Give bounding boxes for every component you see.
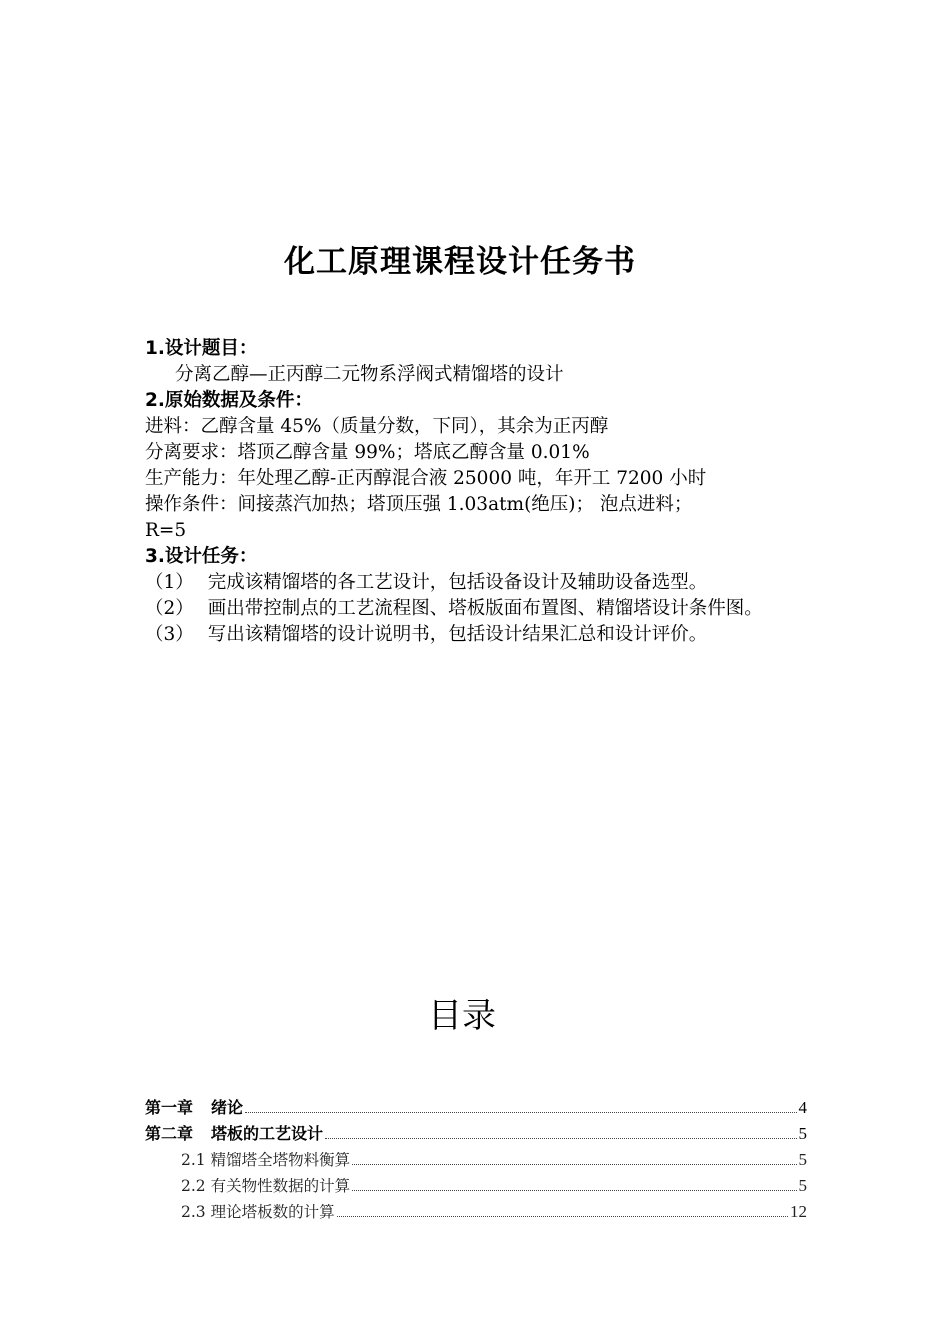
toc-leader: [352, 1164, 796, 1165]
toc-page-number: 5: [798, 1176, 807, 1195]
toc-entry-chapter-1[interactable]: [145, 1092, 807, 1118]
toc-leader: [337, 1216, 788, 1217]
toc-entry-2-3[interactable]: [145, 1196, 807, 1222]
toc-leader: [325, 1138, 796, 1139]
toc-entry-label: 2.1 精馏塔全塔物料衡算: [181, 1151, 351, 1169]
reflux-ratio: R=5: [145, 520, 187, 541]
toc-entry-label: 绪论: [211, 1098, 244, 1117]
task-content: [145, 336, 815, 648]
section-1-heading: 1.设计题目：: [145, 338, 258, 359]
task-item-text: 画出带控制点的工艺流程图、塔板版面布置图、精馏塔设计条件图。: [207, 598, 763, 619]
task-item-3: [145, 622, 815, 648]
toc-leader: [245, 1112, 796, 1113]
task-item-1: [145, 570, 815, 596]
toc-entry-label: 2.3 理论塔板数的计算: [181, 1203, 335, 1221]
toc-entry-label: 2.2 有关物性数据的计算: [181, 1177, 351, 1195]
toc-entry-2-1[interactable]: [145, 1144, 807, 1170]
separation-requirement: 分离要求：塔顶乙醇含量 99%；塔底乙醇含量 0.01%: [145, 442, 590, 463]
section-2-heading: 2.原始数据及条件：: [145, 390, 313, 411]
task-item-number: （1）: [145, 572, 194, 593]
task-item-2: [145, 596, 815, 622]
toc-entry-chapter-2[interactable]: [145, 1118, 807, 1144]
production-capacity: 生产能力：年处理乙醇-正丙醇混合液 25000 吨，年开工 7200 小时: [145, 468, 707, 489]
section-3-heading: 3.设计任务：: [145, 546, 258, 567]
toc-chapter-number: 第一章: [145, 1098, 194, 1117]
toc-page-number: 5: [798, 1150, 807, 1169]
toc-chapter-number: 第二章: [145, 1124, 194, 1143]
toc-page-number: 4: [798, 1098, 807, 1117]
toc-title: 目录: [428, 996, 496, 1036]
toc-page-number: 5: [798, 1124, 807, 1143]
toc-entry-label: 塔板的工艺设计: [211, 1124, 324, 1143]
toc-entry-2-2[interactable]: [145, 1170, 807, 1196]
operating-conditions: 操作条件：间接蒸汽加热；塔顶压强 1.03atm(绝压)； 泡点进料；: [145, 494, 693, 515]
task-item-text: 完成该精馏塔的各工艺设计，包括设备设计及辅助设备选型。: [207, 572, 708, 593]
feed-spec: 进料：乙醇含量 45%（质量分数，下同），其余为正丙醇: [145, 416, 609, 437]
toc-page-number: 12: [790, 1202, 807, 1221]
design-topic: 分离乙醇—正丙醇二元物系浮阀式精馏塔的设计: [175, 364, 564, 385]
document-title: 化工原理课程设计任务书: [284, 244, 636, 280]
table-of-contents: [145, 1092, 807, 1222]
toc-leader: [352, 1190, 796, 1191]
task-item-text: 写出该精馏塔的设计说明书，包括设计结果汇总和设计评价。: [207, 624, 708, 645]
task-item-number: （3）: [145, 624, 194, 645]
task-item-number: （2）: [145, 598, 194, 619]
